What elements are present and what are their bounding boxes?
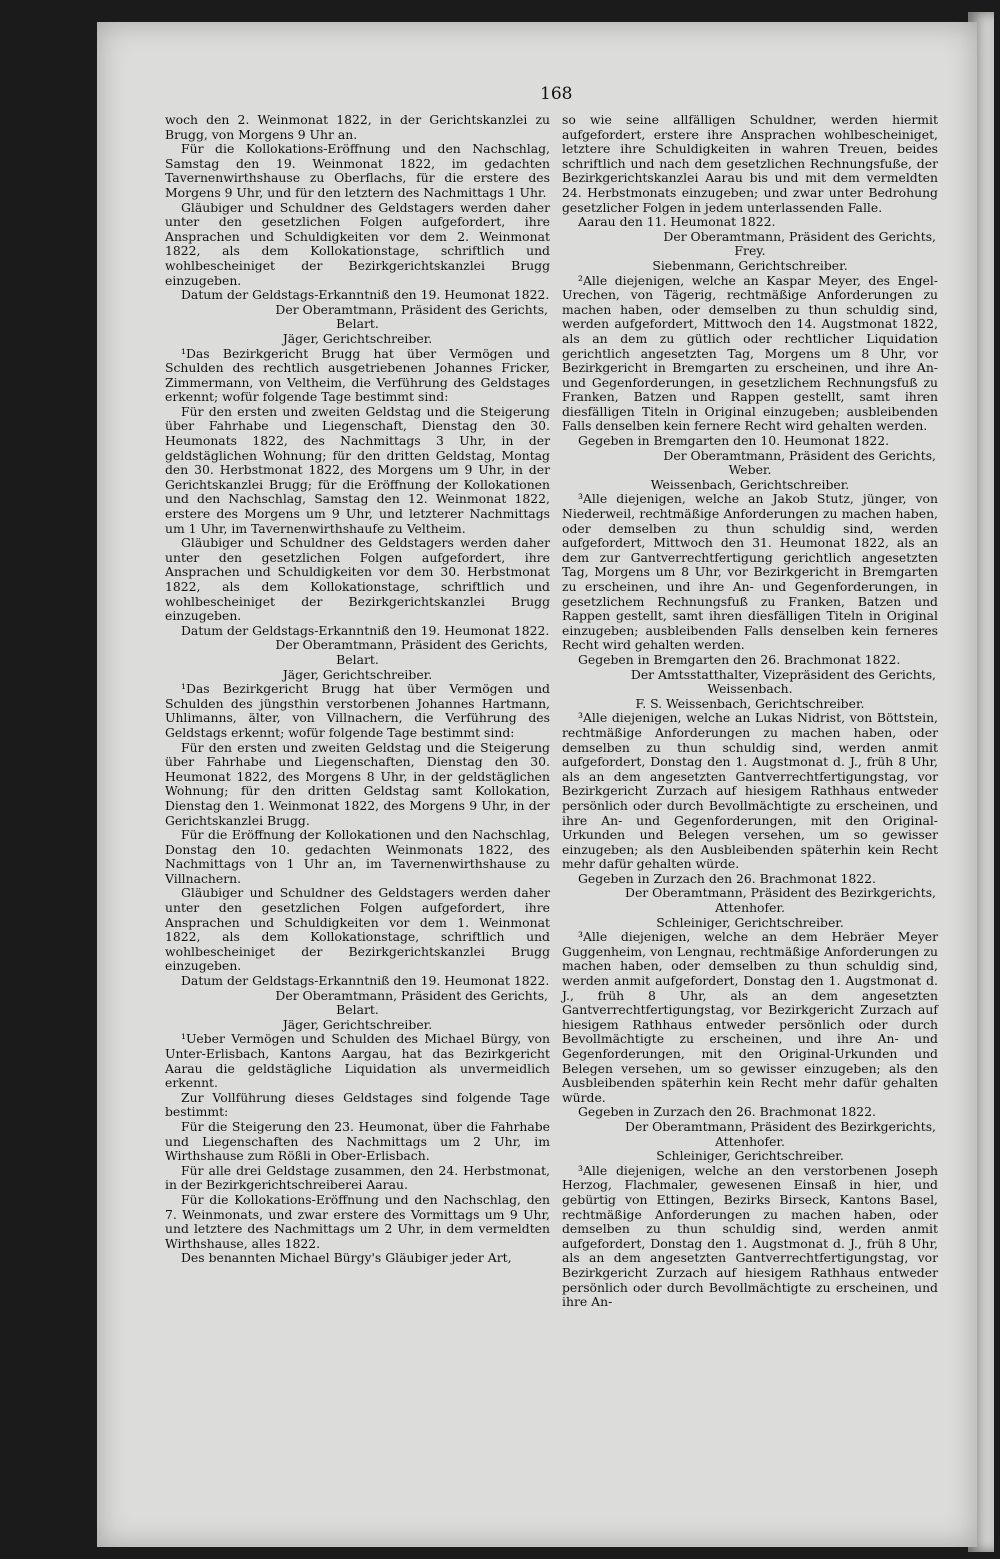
- signature-line: Der Oberamtmann, Präsident des Bezirkgerichts,: [625, 1118, 936, 1134]
- paragraph: ³Alle diejenigen, welche an den verstorbenen Joseph Herzog, Flachmaler, gewesenen Einsaß in hier, und gebürtig von Ettingen, Bezirks Birseck, Kantons Basel, rechtmäßige Anforderungen zu machen haben, oder demselben zu thun schuldig sind, werden anmit aufgefordert, Donstag den 1. Augstmonat d. J., früh 8 Uhr, als an dem angesetzten Gantverrechtfertigungstag, vor Bezirkgericht Zurzach auf hiesigem Rathhaus entweder persönlich oder durch Bevollmächtigte zu erscheinen, und ihre An-: [562, 1162, 938, 1310]
- left-column: [165, 113, 550, 1266]
- signature-name: Weissenbach.: [707, 681, 793, 697]
- paragraph: Gläubiger und Schuldner des Geldstagers werden daher unter den gesetzlichen Folgen aufgefordert, ihre Ansprachen und Schuldigkeiten vor dem 30. Herbstmonat 1822, als dem Kollokationstage, schriftlich und wohlbescheiniget der Bezirkgerichtskanzlei Brugg einzugeben.: [165, 535, 550, 624]
- paragraph: ³Alle diejenigen, welche an Lukas Nidrist, von Böttstein, rechtmäßige Anforderungen zu machen haben, oder demselben zu thun schuldig sind, werden anmit aufgefordert, Donstag den 1. Augstmonat d. J., früh 8 Uhr, als an dem angesetzten Gantverrechtfertigungstag, vor Bezirkgericht Zurzach auf hiesigem Rathhaus entweder persönlich oder durch Bevollmächtigte zu erscheinen, und ihre An- und Gegenforderungen, mit den Original-Urkunden und Belegen versehen, um so gewisser einzugeben; als den Ausbleibenden späterhin kein Recht mehr dafür gehalten würde.: [562, 710, 938, 872]
- signature-line: Der Amtsstatthalter, Vizepräsident des Gerichts,: [630, 666, 936, 682]
- signature-line: Der Oberamtmann, Präsident des Gerichts,: [275, 987, 548, 1003]
- paragraph: Für den ersten und zweiten Geldstag und die Steigerung über Fahrhabe und Liegenschaft, Dienstag den 30. Heumonats 1822, des Nachmittags 3 Uhr, in der geldstäglichen Wohnung; für den dritten Geldstag, Montag den 30. Herbstmonat 1822, des Morgens um 9 Uhr, in der Gerichtskanzlei Brugg; für die Eröffnung der Kollokationen und den Nachschlag, Samstag den 12. Weinmonat 1822, erstere des Morgens um 9 Uhr, und letzterer Nachmittags um 1 Uhr, im Tavernenwirthshaufe zu Veltheim.: [165, 403, 550, 536]
- paragraph: Gläubiger und Schuldner des Geldstagers werden daher unter den gesetzlichen Folgen aufgefordert, ihre Ansprachen und Schuldigkeiten vor dem 2. Weinmonat 1822, als dem Kollokationstage, schriftlich und wohlbescheiniget der Bezirkgerichtskanzlei Brugg einzugeben.: [165, 199, 550, 288]
- signature-name: Belart.: [336, 651, 379, 667]
- signature-name: Jäger, Gerichtschreiber.: [282, 666, 433, 682]
- paragraph: ¹Das Bezirkgericht Brugg hat über Vermögen und Schulden des rechtlich ausgetriebenen Johannes Fricker, Zimmermann, von Veltheim, die Verführung des Geldstages erkennt; wofür folgende Tage bestimmt sind:: [165, 345, 550, 405]
- paragraph: ¹Das Bezirkgericht Brugg hat über Vermögen und Schulden des jüngsthin verstorbenen Johannes Hartmann, Uhlimanns, älter, von Villnachern, die Verführung des Geldstags erkennt; wofür folgende Tage bestimmt sind:: [165, 681, 550, 740]
- signature-name: Frey.: [734, 243, 766, 259]
- paragraph: Gegeben in Zurzach den 26. Brachmonat 1822.: [578, 870, 876, 886]
- signature-name: F. S. Weissenbach, Gerichtschreiber.: [635, 695, 865, 711]
- paragraph: Gegeben in Bremgarten den 26. Brachmonat 1822.: [578, 651, 901, 667]
- paragraph: Zur Vollführung dieses Geldstages sind folgende Tage bestimmt:: [165, 1089, 550, 1120]
- signature-line: Der Oberamtmann, Präsident des Gerichts,: [275, 301, 548, 317]
- paragraph: Für die Kollokations-Eröffnung und den Nachschlag, den 7. Weinmonats, und zwar erstere des Vormittags um 9 Uhr, und letztere des Nachmittags um 2 Uhr, in dem vermeldten Wirthshause, alles 1822.: [165, 1191, 550, 1251]
- paragraph: Datum der Geldstags-Erkanntniß den 19. Heumonat 1822.: [181, 287, 550, 303]
- signature-line: Der Oberamtmann, Präsident des Gerichts,: [663, 447, 936, 463]
- signature-name: Belart.: [336, 316, 379, 332]
- paragraph: Für den ersten und zweiten Geldstag und die Steigerung über Fahrhabe und Liegenschaften, Dienstag den 30. Heumonat 1822, des Morgens 8 Uhr, in der geldstäglichen Wohnung; für den dritten Geldstag samt Kollokation, Dienstag den 1. Weinmonat 1822, des Morgens 9 Uhr, in der Gerichtskanzlei Brugg.: [165, 739, 550, 828]
- paragraph: Für die Kollokations-Eröffnung und den Nachschlag, Samstag den 19. Weinmonat 1822, im gedachten Tavernenwirthshause zu Oberflachs, für die erstere des Morgens 9 Uhr, und für den letztern des Nachmittags 1 Uhr.: [165, 141, 550, 200]
- paragraph: Für die Steigerung den 23. Heumonat, über die Fahrhabe und Liegenschaften des Nachmittags um 2 Uhr, im Wirthshause zum Rößli in Ober-Erlisbach.: [165, 1118, 550, 1164]
- paragraph: woch den 2. Weinmonat 1822, in der Gerichtskanzlei zu Brugg, von Morgens 9 Uhr an.: [165, 112, 550, 142]
- paragraph: Für alle drei Geldstage zusammen, den 24. Herbstmonat, in der Bezirkgerichtschreiberei Aarau.: [165, 1162, 550, 1193]
- signature-line: Der Oberamtmann, Präsident des Gerichts,: [663, 228, 936, 244]
- signature-name: Weber.: [728, 462, 772, 478]
- signature-line: Der Oberamtmann, Präsident des Bezirkgerichts,: [625, 885, 936, 901]
- paragraph: Gegeben in Zurzach den 26. Brachmonat 1822.: [578, 1104, 876, 1120]
- paragraph: Aarau den 11. Heumonat 1822.: [578, 214, 776, 230]
- paragraph: ³Alle diejenigen, welche an dem Hebräer Meyer Guggenheim, von Lengnau, rechtmäßige Anforderungen zu machen haben, oder demselben zu thun schuldig sind, werden anmit aufgefordert, Donstag den 1. Augstmonat d. J., früh 8 Uhr, als an dem angesetzten Gantverrechtfertigungstag, vor Bezirkgericht Zurzach auf hiesigem Rathhaus entweder persönlich oder durch Bevollmächtigte zu erscheinen, und ihre An- und Gegenforderungen, mit den Original-Urkunden und Belegen versehen, um so gewisser einzugeben; als den Ausbleibenden späterhin kein Recht mehr dafür gehalten würde.: [562, 929, 938, 1105]
- signature-name: Jäger, Gerichtschreiber.: [282, 1016, 433, 1032]
- paragraph: Datum der Geldstags-Erkanntniß den 19. Heumonat 1822.: [181, 622, 550, 638]
- paragraph: ¹Ueber Vermögen und Schulden des Michael Bürgy, von Unter-Erlisbach, Kantons Aargau, hat das Bezirkgericht Aarau die geldstägliche Liquidation als unvermeidlich erkennt.: [165, 1031, 550, 1091]
- paragraph: ³Alle diejenigen, welche an Jakob Stutz, jünger, von Niederweil, rechtmäßige Anforderungen zu machen haben, oder demselben zu thun schuldig sind, werden aufgefordert, Mittwoch den 31. Heumonat 1822, als an dem zur Gantverrechtfertigung gerichtlich angesetzten Tag, Morgens um 8 Uhr, vor Bezirkgericht in Bremgarten zu erscheinen, und ihre An- und Gegenforderungen, in gesetzlichem Rechnungsfuß zu Franken, Batzen und Rappen gestellt, samt ihren diesfälligen Titeln in Original einzugeben; ausbleibenden Falls denselben kein ferneres Recht wird gehalten werden.: [562, 491, 938, 653]
- paragraph: Datum der Geldstags-Erkanntniß den 19. Heumonat 1822.: [181, 973, 550, 989]
- signature-name: Weissenbach, Gerichtschreiber.: [650, 476, 850, 492]
- paragraph: Gläubiger und Schuldner des Geldstagers werden daher unter den gesetzlichen Folgen aufgefordert, ihre Ansprachen und Schuldigkeiten vor dem 1. Weinmonat 1822, als dem Kollokationstage, schriftlich und wohlbescheiniget der Bezirkgerichtskanzlei Brugg einzugeben.: [165, 885, 550, 974]
- paragraph: Für die Eröffnung der Kollokationen und den Nachschlag, Donstag den 10. gedachten Weinmonats 1822, des Nachmittags von 1 Uhr an, im Tavernenwirthshause zu Villnachern.: [165, 827, 550, 886]
- page-number: 168: [540, 84, 573, 104]
- paragraph: so wie seine allfälligen Schuldner, werden hiermit aufgefordert, erstere ihre Ansprachen wohlbescheiniget, letztere ihre Schuldigkeiten in wahren Treuen, beides schriftlich und nach dem gesetzlichen Rechnungsfuße, der Bezirkgerichtskanzlei Aarau bis und mit dem vermeldten 24. Herbstmonats einzugeben; und zwar unter Bedrohung gesetzlicher Folgen in jedem unterlassenden Falle.: [562, 112, 938, 215]
- signature-name: Schleiniger, Gerichtschreiber.: [656, 1148, 844, 1164]
- right-column: [562, 113, 938, 1310]
- signature-name: Attenhofer.: [715, 900, 785, 916]
- paragraph: ²Alle diejenigen, welche an Kaspar Meyer, des Engel-Urechen, von Tägerig, rechtmäßige Anforderungen zu machen haben, oder demselben zu thun schuldig sind, werden aufgefordert, Mittwoch den 14. Augstmonat 1822, als an dem zu gütlich oder rechtlicher Liquidation gerichtlich angesetzten Tag, Morgens um 8 Uhr, vor Bezirkgericht in Bremgarten zu erscheinen, und ihre An- und Gegenforderungen, in gesetzlichem Rechnungsfuß zu Franken, Batzen und Rappen gestellt, samt ihren diesfälligen Titeln in Original einzugeben; ausbleibenden Falls denselben kein fernere Recht wird gehalten werden.: [562, 272, 938, 434]
- paragraph: Gegeben in Bremgarten den 10. Heumonat 1822.: [578, 433, 890, 449]
- signature-line: Der Oberamtmann, Präsident des Gerichts,: [275, 637, 548, 653]
- paragraph: Des benannten Michael Bürgy's Gläubiger jeder Art,: [181, 1250, 512, 1266]
- signature-name: Siebenmann, Gerichtschreiber.: [652, 257, 848, 273]
- signature-name: Jäger, Gerichtschreiber.: [282, 330, 433, 346]
- signature-name: Schleiniger, Gerichtschreiber.: [656, 914, 844, 930]
- signature-name: Attenhofer.: [715, 1133, 785, 1149]
- signature-name: Belart.: [336, 1002, 379, 1018]
